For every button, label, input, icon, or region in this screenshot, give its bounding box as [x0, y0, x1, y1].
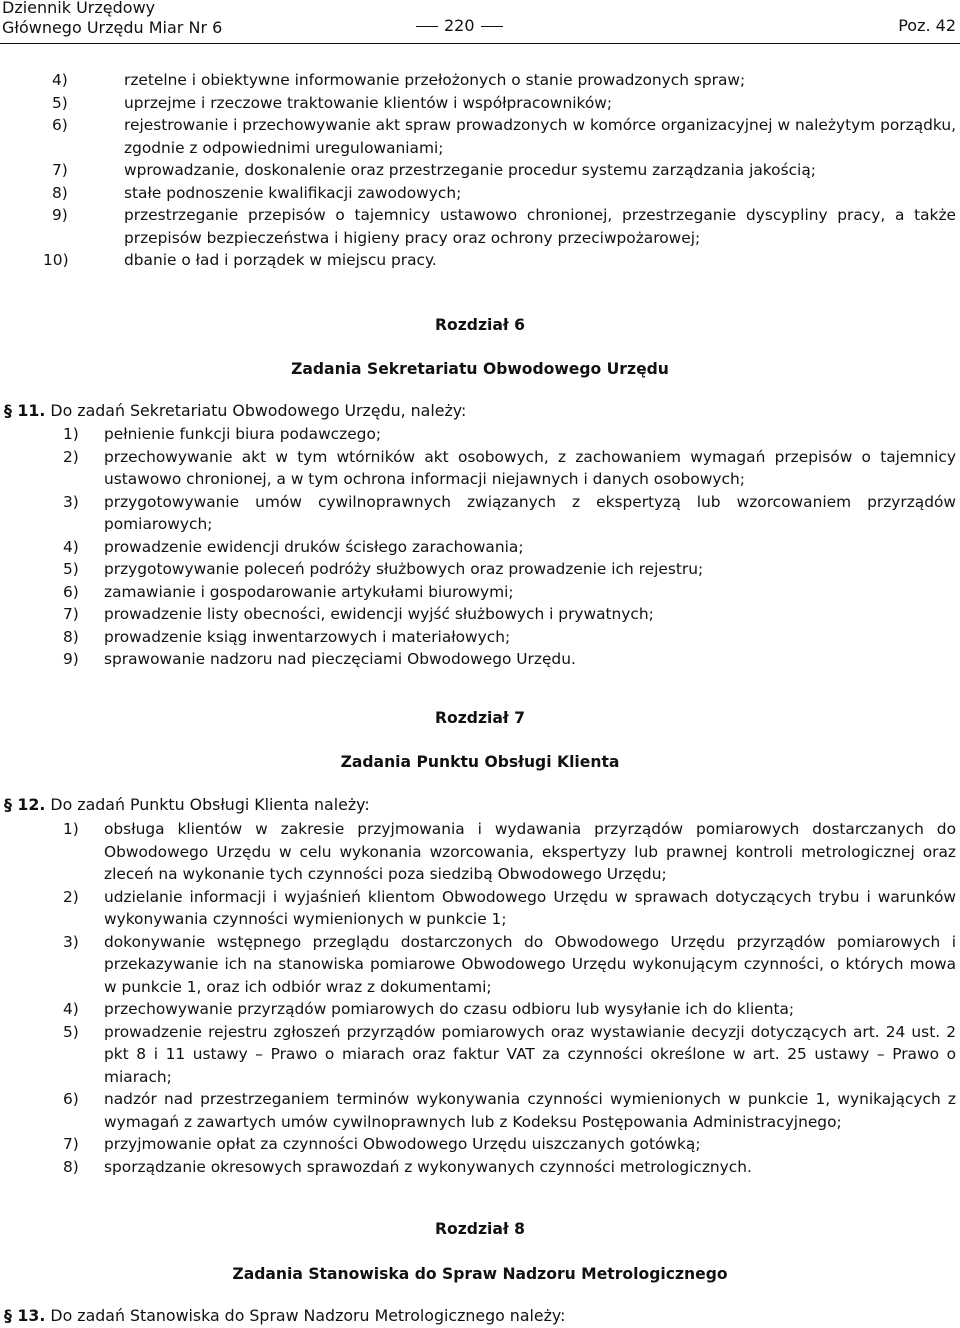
chapter-8-subtitle: Zadania Stanowiska do Spraw Nadzoru Metrologicznego: [232, 1265, 728, 1283]
list-item: 6) nadzór nad przestrzeganiem terminów wykonywania czynności wymienionych w punkcie 1, wynikających z wymagań z zawartych umów cywilnoprawnych lub z Kodeksu Postępowania Administracyjnego;: [63, 1090, 956, 1131]
chapter-7-title: Rozdział 7: [435, 709, 525, 727]
list-item: 4) prowadzenie ewidencji druków ścisłego zarachowania;: [63, 537, 524, 556]
list-item: 9) sprawowanie nadzoru nad pieczęciami Obwodowego Urzędu.: [63, 650, 576, 668]
list-item: 2) udzielanie informacji i wyjaśnień klientom Obwodowego Urzędu w sprawach dotyczących trybu i warunków wykonywania czynności wymienionych w punkcie 1;: [63, 887, 956, 928]
list-item: 7) przyjmowanie opłat za czynności Obwodowego Urzędu uiszczanych gotówką;: [63, 1135, 701, 1153]
chapter-7-subtitle: Zadania Punktu Obsługi Klienta: [340, 753, 620, 771]
list-item: 8) stałe podnoszenie kwalifikacji zawodowych;: [52, 183, 462, 202]
list-item: 8) sporządzanie okresowych sprawozdań z wykonywanych czynności metrologicznych.: [63, 1157, 752, 1176]
list-item: 6) rejestrowanie i przechowywanie akt spraw prowadzonych w komórce organizacyjnej w należytym porządku, zgodnie z odpowiednimi uregulowaniami;: [52, 116, 956, 157]
section-12-text: Do zadań Punktu Obsługi Klienta należy:: [50, 795, 370, 814]
chapter-6-title: Rozdział 6: [435, 316, 525, 334]
journal-title-line2: Głównego Urzędu Miar Nr 6: [2, 18, 223, 37]
list-item: 3) przygotowywanie umów cywilnoprawnych związanych z ekspertyzą lub wzorcowaniem przyrządów pomiarowych;: [63, 492, 956, 533]
section-12-number: § 12.: [4, 795, 46, 814]
journal-title: [2, 0, 222, 38]
section-11-number: § 11.: [4, 401, 46, 420]
list-item: 6) zamawianie i gospodarowanie artykułami biurowymi;: [63, 582, 514, 601]
page-number-value: 220: [444, 16, 475, 35]
list-item: 7) prowadzenie listy obecności, ewidencji wyjść służbowych i prywatnych;: [63, 605, 654, 623]
list-item: 9) przestrzeganie przepisów o tajemnicy ustawowo chronionej, przestrzeganie dyscypliny pracy, a także przepisów bezpieczeństwa i higieny pracy oraz ochrony przeciwpożarowej;: [52, 206, 956, 247]
section-13-number: § 13.: [4, 1306, 46, 1325]
chapter-7-list: [0, 818, 960, 1178]
list-item: 1) pełnienie funkcji biura podawczego;: [63, 425, 382, 443]
dash-right: [481, 26, 503, 27]
list-item: 2) przechowywanie akt w tym wtórników akt osobowych, z zachowaniem wymagań przepisów o tajemnicy ustawowo chronionej, a w tym ochrona informacji niejawnych i danych osobowych;: [63, 447, 956, 488]
list-item: 3) dokonywanie wstępnego przeglądu dostarczonych do Obwodowego Urzędu przyrządów pomiarowych i przekazywanie ich na stanowiska pomiarowe Obwodowego Urzędu wykonującym czynności, o których mowa w punkcie 1, oraz ich odbiór wraz z dokumentami;: [63, 932, 956, 996]
list-item: 10) dbanie o ład i porządek w miejscu pracy.: [43, 251, 437, 269]
list-item: 5) prowadzenie rejestru zgłoszeń przyrządów pomiarowych oraz wystawianie decyzji dotyczących art. 24 ust. 2 pkt 8 i 11 ustawy – Prawo o miarach oraz faktur VAT za czynności określone w art. 25 ustawy – Prawo o miarach;: [63, 1022, 956, 1086]
section-13-text: Do zadań Stanowiska do Spraw Nadzoru Metrologicznego należy:: [50, 1306, 566, 1325]
page-number: [410, 17, 509, 35]
list-top: [0, 69, 960, 272]
chapter-6-subtitle: Zadania Sekretariatu Obwodowego Urzędu: [291, 360, 669, 378]
list-item: 7) wprowadzanie, doskonalenie oraz przestrzeganie procedur systemu zarządzania jakością;: [52, 161, 816, 179]
list-item: 4) rzetelne i obiektywne informowanie przełożonych o stanie prowadzonych spraw;: [52, 71, 746, 89]
header-rule: [0, 43, 960, 44]
page-header: [0, 0, 960, 44]
list-item: 5) przygotowywanie poleceń podróży służbowych oraz prowadzenie ich rejestru;: [63, 560, 704, 578]
list-item: 1) obsługa klientów w zakresie przyjmowania i wydawania przyrządów pomiarowych dostarczanych do Obwodowego Urzędu w celu wykonania wzorcowania, ekspertyzy lub prawnej kontroli metrologicznej oraz zleceń na wykonanie tych czynności poza siedzibą Obwodowego Urzędu;: [63, 820, 956, 883]
journal-title-line1: Dziennik Urzędowy: [2, 0, 156, 17]
section-12-intro: [4, 794, 370, 816]
dash-left: [416, 26, 438, 27]
list-item: 5) uprzejme i rzeczowe traktowanie klientów i współpracowników;: [52, 93, 613, 112]
position-number: Poz. 42: [898, 16, 956, 35]
section-11-text: Do zadań Sekretariatu Obwodowego Urzędu, należy:: [50, 401, 467, 420]
chapter-6-list: [0, 423, 960, 671]
list-item: 8) prowadzenie ksiąg inwentarzowych i materiałowych;: [63, 627, 511, 646]
section-11-intro: [4, 400, 466, 422]
section-13-intro: [4, 1305, 565, 1327]
chapter-8-title: Rozdział 8: [435, 1220, 525, 1238]
list-item: 4) przechowywanie przyrządów pomiarowych do czasu odbioru lub wysyłanie ich do klienta;: [63, 1000, 795, 1018]
